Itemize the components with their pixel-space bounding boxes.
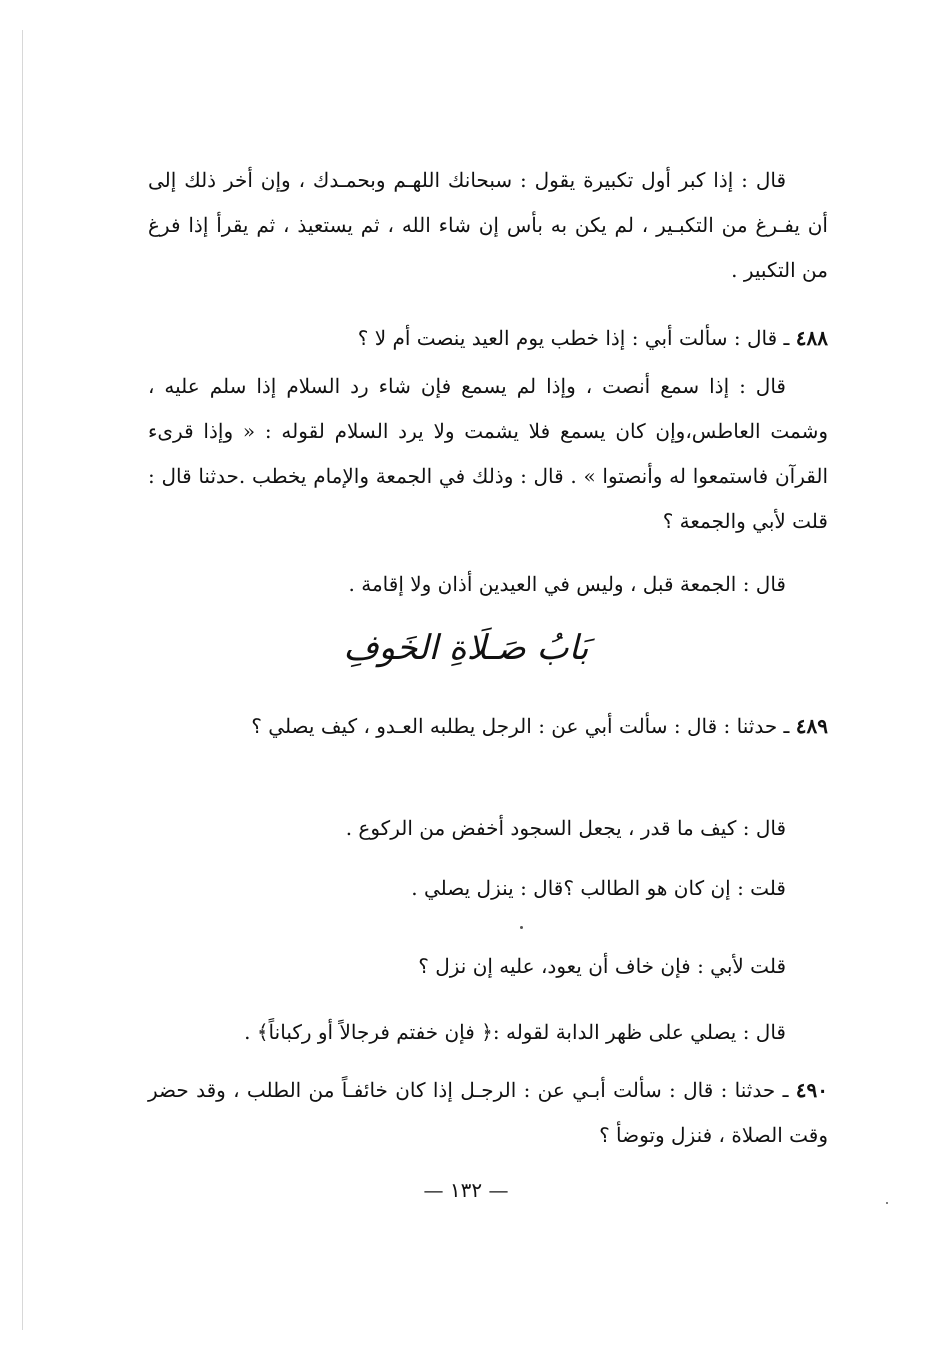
page-speck — [886, 1202, 888, 1204]
paragraph-text: ـ حدثنا : قال : سألت أبي عن : الرجل يطلبه العـدو ، كيف يصلي ؟ — [251, 714, 790, 738]
paragraph-answer-489 — [148, 806, 828, 851]
paragraph-question-khaf — [148, 944, 828, 989]
paragraph-text: ـ حدثنا : قال : سألت أبـي عن : الرجـل إذا كان خائفـاً من الطلب ، وقد حضر وقت الصلاة ، فنزل وتوضأ ؟ — [148, 1078, 828, 1147]
page-number: — ١٣٢ — — [423, 1178, 509, 1202]
paragraph-text: ـ قال : سألت أبي : إذا خطب يوم العيد ينصت أم لا ؟ — [357, 326, 790, 350]
paragraph-text: قال : إذا كبر أول تكبيرة يقول : سبحانك اللهـم وبحمـدك ، وإن أخر ذلك إلى أن يفـرغ من التكبـير ، لم يكن به بأس إن شاء الله ، ثم يستعيذ ، ثم يقرأ إذا فرغ من التكبير . — [148, 168, 828, 282]
paragraph-text: قلت : إن كان هو الطالب ؟قال : ينزل يصلي . — [411, 876, 786, 900]
paragraph-answer-488 — [148, 364, 828, 544]
hadith-number: ٤٨٨ — [795, 326, 828, 350]
paragraph-text: قال : كيف ما قدر ، يجعل السجود أخفض من الركوع . — [345, 816, 786, 840]
paragraph-488 — [148, 316, 828, 361]
margin-rule — [22, 30, 23, 1330]
paragraph-489 — [148, 704, 828, 749]
paragraph-text: قلت لأبي : فإن خاف أن يعود، عليه إن نزل ؟ — [418, 954, 786, 978]
paragraph-text: قال : الجمعة قبل ، وليس في العيدين أذان ولا إقامة . — [348, 572, 786, 596]
paragraph-text: قال : يصلي على ظهر الدابة لقوله :﴿ فإن خفتم فرجالاً أو ركباناً﴾ . — [244, 1020, 786, 1044]
page-speck — [520, 926, 523, 929]
paragraph-490 — [148, 1068, 828, 1158]
paragraph-jumuah — [148, 562, 828, 607]
hadith-number: ٤٩٠ — [795, 1078, 828, 1102]
paragraph-opening — [148, 158, 828, 293]
hadith-number: ٤٨٩ — [795, 714, 828, 738]
chapter-title: بَابُ صَـلَاةِ الخَوفِ — [343, 628, 589, 668]
paragraph-question-talib — [148, 866, 828, 911]
paragraph-text: قال : إذا سمع أنصت ، وإذا لم يسمع فإن شاء رد السلام إذا سلم عليه ، وشمت العاطس،وإن كان يسمع فلا يشمت ولا يرد السلام لقوله : « وإذا قرىء القرآن فاستمعوا له وأنصتوا » . قال : وذلك في الجمعة والإمام يخطب .حدثنا قال : قلت لأبي والجمعة ؟ — [148, 374, 828, 533]
paragraph-answer-dabbah — [148, 1010, 828, 1055]
